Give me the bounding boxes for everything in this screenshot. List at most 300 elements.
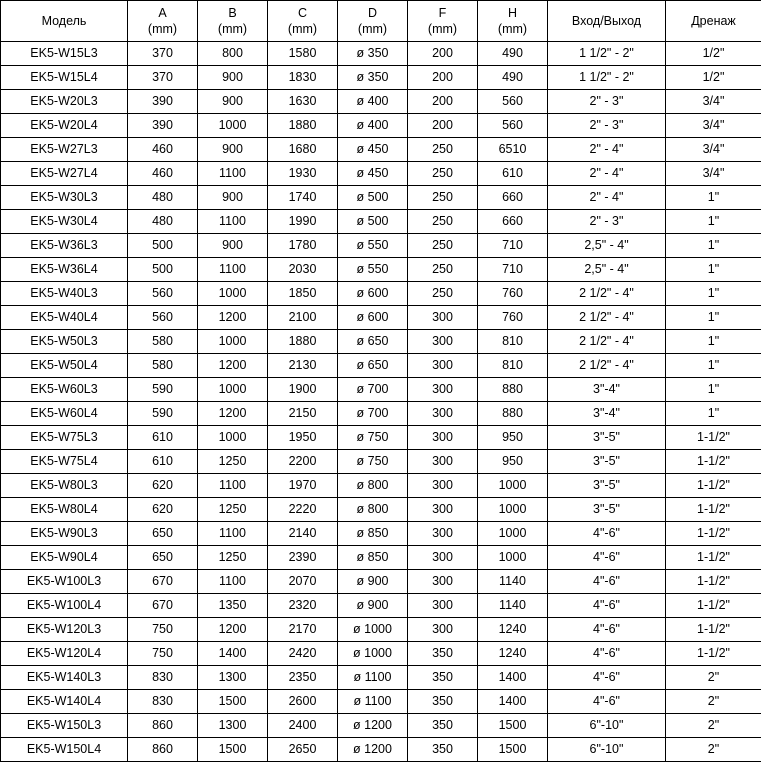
cell-d: ø 900 — [338, 594, 408, 618]
col-header-model — [1, 1, 128, 42]
col-header-label: B — [198, 5, 267, 21]
cell-b: 800 — [198, 42, 268, 66]
cell-model: EK5-W80L4 — [1, 498, 128, 522]
cell-h: 610 — [478, 162, 548, 186]
cell-b: 1100 — [198, 162, 268, 186]
cell-c: 1990 — [268, 210, 338, 234]
cell-f: 300 — [408, 450, 478, 474]
cell-drain: 1" — [666, 282, 761, 306]
col-header-h — [478, 1, 548, 42]
cell-drain: 3/4" — [666, 138, 761, 162]
cell-inlet-outlet: 1 1/2" - 2" — [548, 42, 666, 66]
cell-h: 950 — [478, 426, 548, 450]
cell-c: 2650 — [268, 738, 338, 762]
cell-c: 2400 — [268, 714, 338, 738]
cell-c: 1630 — [268, 90, 338, 114]
cell-model: EK5-W27L4 — [1, 162, 128, 186]
cell-b: 1250 — [198, 498, 268, 522]
cell-d: ø 350 — [338, 66, 408, 90]
cell-c: 2070 — [268, 570, 338, 594]
cell-drain: 1-1/2" — [666, 474, 761, 498]
cell-model: EK5-W90L3 — [1, 522, 128, 546]
cell-a: 560 — [128, 306, 198, 330]
cell-a: 390 — [128, 114, 198, 138]
cell-inlet-outlet: 2" - 4" — [548, 162, 666, 186]
cell-model: EK5-W60L4 — [1, 402, 128, 426]
cell-a: 500 — [128, 234, 198, 258]
cell-model: EK5-W40L3 — [1, 282, 128, 306]
cell-a: 610 — [128, 426, 198, 450]
cell-model: EK5-W40L4 — [1, 306, 128, 330]
col-header-drain — [666, 1, 761, 42]
cell-drain: 1" — [666, 258, 761, 282]
cell-b: 1350 — [198, 594, 268, 618]
cell-b: 900 — [198, 186, 268, 210]
cell-c: 2140 — [268, 522, 338, 546]
cell-model: EK5-W120L4 — [1, 642, 128, 666]
cell-c: 2350 — [268, 666, 338, 690]
cell-h: 560 — [478, 114, 548, 138]
cell-inlet-outlet: 6"-10" — [548, 714, 666, 738]
col-header-unit: (mm) — [268, 21, 337, 37]
cell-d: ø 850 — [338, 522, 408, 546]
cell-model: EK5-W36L4 — [1, 258, 128, 282]
table-row — [1, 594, 761, 618]
cell-model: EK5-W100L3 — [1, 570, 128, 594]
cell-b: 1000 — [198, 330, 268, 354]
cell-model: EK5-W15L3 — [1, 42, 128, 66]
cell-model: EK5-W75L4 — [1, 450, 128, 474]
cell-h: 1000 — [478, 498, 548, 522]
cell-h: 880 — [478, 402, 548, 426]
cell-b: 1300 — [198, 666, 268, 690]
cell-model: EK5-W27L3 — [1, 138, 128, 162]
cell-a: 480 — [128, 210, 198, 234]
cell-h: 560 — [478, 90, 548, 114]
cell-c: 2170 — [268, 618, 338, 642]
cell-a: 500 — [128, 258, 198, 282]
cell-h: 660 — [478, 210, 548, 234]
cell-d: ø 1100 — [338, 690, 408, 714]
cell-f: 300 — [408, 498, 478, 522]
cell-d: ø 350 — [338, 42, 408, 66]
cell-inlet-outlet: 4"-6" — [548, 666, 666, 690]
cell-drain: 2" — [666, 714, 761, 738]
col-header-label: C — [268, 5, 337, 21]
cell-c: 2100 — [268, 306, 338, 330]
cell-model: EK5-W20L3 — [1, 90, 128, 114]
cell-a: 830 — [128, 690, 198, 714]
col-header-unit: (mm) — [338, 21, 407, 37]
cell-drain: 1" — [666, 186, 761, 210]
cell-inlet-outlet: 2 1/2" - 4" — [548, 306, 666, 330]
cell-d: ø 450 — [338, 162, 408, 186]
cell-f: 350 — [408, 642, 478, 666]
cell-a: 370 — [128, 42, 198, 66]
cell-inlet-outlet: 3"-5" — [548, 498, 666, 522]
cell-b: 1100 — [198, 570, 268, 594]
col-header-label: Дренаж — [666, 13, 761, 29]
col-header-c — [268, 1, 338, 42]
cell-model: EK5-W15L4 — [1, 66, 128, 90]
cell-f: 250 — [408, 138, 478, 162]
cell-f: 300 — [408, 354, 478, 378]
table-row — [1, 114, 761, 138]
cell-d: ø 550 — [338, 258, 408, 282]
col-header-b — [198, 1, 268, 42]
table-row — [1, 450, 761, 474]
cell-c: 2130 — [268, 354, 338, 378]
cell-d: ø 700 — [338, 402, 408, 426]
cell-f: 350 — [408, 738, 478, 762]
table-row — [1, 714, 761, 738]
cell-drain: 1" — [666, 402, 761, 426]
cell-c: 2390 — [268, 546, 338, 570]
cell-model: EK5-W75L3 — [1, 426, 128, 450]
cell-c: 2420 — [268, 642, 338, 666]
cell-f: 300 — [408, 330, 478, 354]
cell-h: 1140 — [478, 594, 548, 618]
cell-a: 560 — [128, 282, 198, 306]
cell-b: 1100 — [198, 210, 268, 234]
table-row — [1, 138, 761, 162]
cell-c: 1880 — [268, 330, 338, 354]
cell-c: 1780 — [268, 234, 338, 258]
cell-c: 2200 — [268, 450, 338, 474]
col-header-unit: (mm) — [198, 21, 267, 37]
cell-inlet-outlet: 4"-6" — [548, 690, 666, 714]
cell-h: 1000 — [478, 474, 548, 498]
cell-d: ø 650 — [338, 330, 408, 354]
table-row — [1, 642, 761, 666]
col-header-label: H — [478, 5, 547, 21]
cell-model: EK5-W50L3 — [1, 330, 128, 354]
cell-c: 1740 — [268, 186, 338, 210]
cell-d: ø 600 — [338, 282, 408, 306]
cell-f: 250 — [408, 282, 478, 306]
cell-b: 900 — [198, 138, 268, 162]
cell-model: EK5-W90L4 — [1, 546, 128, 570]
cell-drain: 2" — [666, 690, 761, 714]
cell-inlet-outlet: 2" - 3" — [548, 210, 666, 234]
cell-inlet-outlet: 3"-5" — [548, 426, 666, 450]
cell-f: 250 — [408, 258, 478, 282]
cell-d: ø 550 — [338, 234, 408, 258]
col-header-unit: (mm) — [128, 21, 197, 37]
cell-inlet-outlet: 4"-6" — [548, 594, 666, 618]
cell-d: ø 1000 — [338, 642, 408, 666]
cell-h: 660 — [478, 186, 548, 210]
cell-model: EK5-W30L4 — [1, 210, 128, 234]
header-row — [1, 1, 761, 42]
cell-a: 460 — [128, 162, 198, 186]
cell-f: 200 — [408, 42, 478, 66]
cell-d: ø 650 — [338, 354, 408, 378]
cell-f: 300 — [408, 522, 478, 546]
cell-h: 1000 — [478, 522, 548, 546]
cell-inlet-outlet: 3"-5" — [548, 474, 666, 498]
cell-c: 1970 — [268, 474, 338, 498]
cell-h: 1240 — [478, 618, 548, 642]
cell-drain: 1-1/2" — [666, 642, 761, 666]
cell-f: 300 — [408, 546, 478, 570]
cell-inlet-outlet: 2,5" - 4" — [548, 258, 666, 282]
cell-d: ø 750 — [338, 426, 408, 450]
table-row — [1, 282, 761, 306]
cell-d: ø 1100 — [338, 666, 408, 690]
cell-b: 1000 — [198, 282, 268, 306]
cell-drain: 1/2" — [666, 66, 761, 90]
cell-c: 1930 — [268, 162, 338, 186]
cell-a: 460 — [128, 138, 198, 162]
cell-drain: 3/4" — [666, 114, 761, 138]
cell-a: 580 — [128, 354, 198, 378]
cell-f: 300 — [408, 426, 478, 450]
cell-d: ø 700 — [338, 378, 408, 402]
cell-model: EK5-W150L3 — [1, 714, 128, 738]
cell-d: ø 500 — [338, 186, 408, 210]
cell-inlet-outlet: 2" - 4" — [548, 186, 666, 210]
cell-b: 1200 — [198, 402, 268, 426]
cell-b: 1100 — [198, 258, 268, 282]
col-header-label: F — [408, 5, 477, 21]
cell-a: 370 — [128, 66, 198, 90]
cell-a: 610 — [128, 450, 198, 474]
table-row — [1, 378, 761, 402]
table-row — [1, 618, 761, 642]
cell-h: 760 — [478, 282, 548, 306]
table-row — [1, 570, 761, 594]
table-row — [1, 306, 761, 330]
cell-inlet-outlet: 2 1/2" - 4" — [548, 282, 666, 306]
cell-drain: 2" — [666, 666, 761, 690]
cell-drain: 1-1/2" — [666, 618, 761, 642]
cell-model: EK5-W50L4 — [1, 354, 128, 378]
cell-a: 650 — [128, 522, 198, 546]
cell-d: ø 800 — [338, 498, 408, 522]
cell-inlet-outlet: 2" - 4" — [548, 138, 666, 162]
cell-drain: 1-1/2" — [666, 522, 761, 546]
cell-drain: 1" — [666, 306, 761, 330]
cell-a: 670 — [128, 570, 198, 594]
cell-model: EK5-W30L3 — [1, 186, 128, 210]
cell-drain: 1-1/2" — [666, 594, 761, 618]
cell-f: 300 — [408, 378, 478, 402]
cell-d: ø 800 — [338, 474, 408, 498]
cell-b: 1200 — [198, 618, 268, 642]
table-row — [1, 186, 761, 210]
cell-h: 1500 — [478, 714, 548, 738]
table-body — [1, 42, 761, 762]
cell-a: 390 — [128, 90, 198, 114]
cell-inlet-outlet: 6"-10" — [548, 738, 666, 762]
table-row — [1, 354, 761, 378]
cell-h: 810 — [478, 330, 548, 354]
col-header-label: D — [338, 5, 407, 21]
cell-b: 1250 — [198, 450, 268, 474]
cell-inlet-outlet: 4"-6" — [548, 546, 666, 570]
col-header-label: Вход/Выход — [548, 13, 665, 29]
table-row — [1, 522, 761, 546]
cell-drain: 1-1/2" — [666, 498, 761, 522]
cell-inlet-outlet: 2" - 3" — [548, 90, 666, 114]
cell-f: 300 — [408, 594, 478, 618]
cell-b: 1000 — [198, 378, 268, 402]
cell-inlet-outlet: 2 1/2" - 4" — [548, 354, 666, 378]
table-row — [1, 234, 761, 258]
cell-model: EK5-W120L3 — [1, 618, 128, 642]
cell-b: 900 — [198, 66, 268, 90]
cell-model: EK5-W20L4 — [1, 114, 128, 138]
cell-drain: 1" — [666, 378, 761, 402]
cell-f: 300 — [408, 570, 478, 594]
cell-inlet-outlet: 2,5" - 4" — [548, 234, 666, 258]
col-header-unit: (mm) — [478, 21, 547, 37]
table-row — [1, 90, 761, 114]
cell-drain: 1/2" — [666, 42, 761, 66]
cell-h: 490 — [478, 66, 548, 90]
cell-f: 350 — [408, 714, 478, 738]
cell-b: 1000 — [198, 426, 268, 450]
cell-inlet-outlet: 2 1/2" - 4" — [548, 330, 666, 354]
table-row — [1, 42, 761, 66]
table-row — [1, 546, 761, 570]
table-row — [1, 66, 761, 90]
cell-b: 1200 — [198, 306, 268, 330]
cell-h: 760 — [478, 306, 548, 330]
cell-model: EK5-W100L4 — [1, 594, 128, 618]
cell-d: ø 850 — [338, 546, 408, 570]
col-header-label: A — [128, 5, 197, 21]
cell-h: 6510 — [478, 138, 548, 162]
cell-drain: 1" — [666, 210, 761, 234]
cell-f: 350 — [408, 690, 478, 714]
cell-a: 860 — [128, 738, 198, 762]
col-header-d — [338, 1, 408, 42]
cell-drain: 1-1/2" — [666, 426, 761, 450]
col-header-f — [408, 1, 478, 42]
cell-inlet-outlet: 2" - 3" — [548, 114, 666, 138]
cell-inlet-outlet: 1 1/2" - 2" — [548, 66, 666, 90]
cell-h: 490 — [478, 42, 548, 66]
cell-a: 750 — [128, 618, 198, 642]
cell-d: ø 400 — [338, 90, 408, 114]
cell-a: 620 — [128, 498, 198, 522]
cell-b: 1500 — [198, 738, 268, 762]
cell-b: 900 — [198, 234, 268, 258]
cell-f: 250 — [408, 162, 478, 186]
cell-drain: 3/4" — [666, 90, 761, 114]
col-header-inlet-outlet — [548, 1, 666, 42]
table-row — [1, 426, 761, 450]
cell-model: EK5-W140L4 — [1, 690, 128, 714]
cell-d: ø 900 — [338, 570, 408, 594]
table-row — [1, 498, 761, 522]
cell-c: 1830 — [268, 66, 338, 90]
cell-b: 1100 — [198, 522, 268, 546]
col-header-label: Модель — [1, 13, 127, 29]
cell-c: 2600 — [268, 690, 338, 714]
cell-d: ø 600 — [338, 306, 408, 330]
table-row — [1, 690, 761, 714]
cell-h: 1240 — [478, 642, 548, 666]
cell-inlet-outlet: 3"-4" — [548, 402, 666, 426]
cell-c: 1580 — [268, 42, 338, 66]
cell-b: 1500 — [198, 690, 268, 714]
cell-h: 1400 — [478, 666, 548, 690]
cell-model: EK5-W80L3 — [1, 474, 128, 498]
cell-c: 1850 — [268, 282, 338, 306]
cell-c: 2220 — [268, 498, 338, 522]
cell-inlet-outlet: 4"-6" — [548, 642, 666, 666]
cell-d: ø 450 — [338, 138, 408, 162]
cell-c: 2030 — [268, 258, 338, 282]
col-header-a — [128, 1, 198, 42]
cell-a: 750 — [128, 642, 198, 666]
cell-inlet-outlet: 3"-5" — [548, 450, 666, 474]
cell-f: 300 — [408, 402, 478, 426]
cell-drain: 1-1/2" — [666, 450, 761, 474]
cell-c: 2150 — [268, 402, 338, 426]
cell-drain: 1" — [666, 354, 761, 378]
cell-drain: 1" — [666, 234, 761, 258]
cell-b: 1100 — [198, 474, 268, 498]
table-row — [1, 474, 761, 498]
cell-b: 1250 — [198, 546, 268, 570]
cell-drain: 1-1/2" — [666, 546, 761, 570]
cell-f: 250 — [408, 210, 478, 234]
cell-h: 810 — [478, 354, 548, 378]
cell-d: ø 1200 — [338, 738, 408, 762]
cell-c: 1680 — [268, 138, 338, 162]
cell-h: 1500 — [478, 738, 548, 762]
table-row — [1, 162, 761, 186]
cell-model: EK5-W140L3 — [1, 666, 128, 690]
cell-h: 1000 — [478, 546, 548, 570]
cell-a: 590 — [128, 378, 198, 402]
cell-f: 350 — [408, 666, 478, 690]
cell-b: 900 — [198, 90, 268, 114]
cell-h: 710 — [478, 258, 548, 282]
cell-drain: 1" — [666, 330, 761, 354]
cell-drain: 2" — [666, 738, 761, 762]
cell-d: ø 1000 — [338, 618, 408, 642]
table-row — [1, 666, 761, 690]
cell-a: 590 — [128, 402, 198, 426]
cell-d: ø 1200 — [338, 714, 408, 738]
cell-c: 2320 — [268, 594, 338, 618]
cell-c: 1880 — [268, 114, 338, 138]
table-row — [1, 402, 761, 426]
table-row — [1, 258, 761, 282]
cell-a: 650 — [128, 546, 198, 570]
table-row — [1, 330, 761, 354]
cell-a: 480 — [128, 186, 198, 210]
cell-f: 200 — [408, 66, 478, 90]
cell-model: EK5-W60L3 — [1, 378, 128, 402]
cell-f: 300 — [408, 306, 478, 330]
cell-inlet-outlet: 4"-6" — [548, 522, 666, 546]
cell-f: 200 — [408, 114, 478, 138]
cell-h: 880 — [478, 378, 548, 402]
cell-inlet-outlet: 4"-6" — [548, 570, 666, 594]
cell-c: 1950 — [268, 426, 338, 450]
cell-c: 1900 — [268, 378, 338, 402]
cell-d: ø 400 — [338, 114, 408, 138]
cell-f: 300 — [408, 474, 478, 498]
table-row — [1, 738, 761, 762]
cell-h: 1140 — [478, 570, 548, 594]
